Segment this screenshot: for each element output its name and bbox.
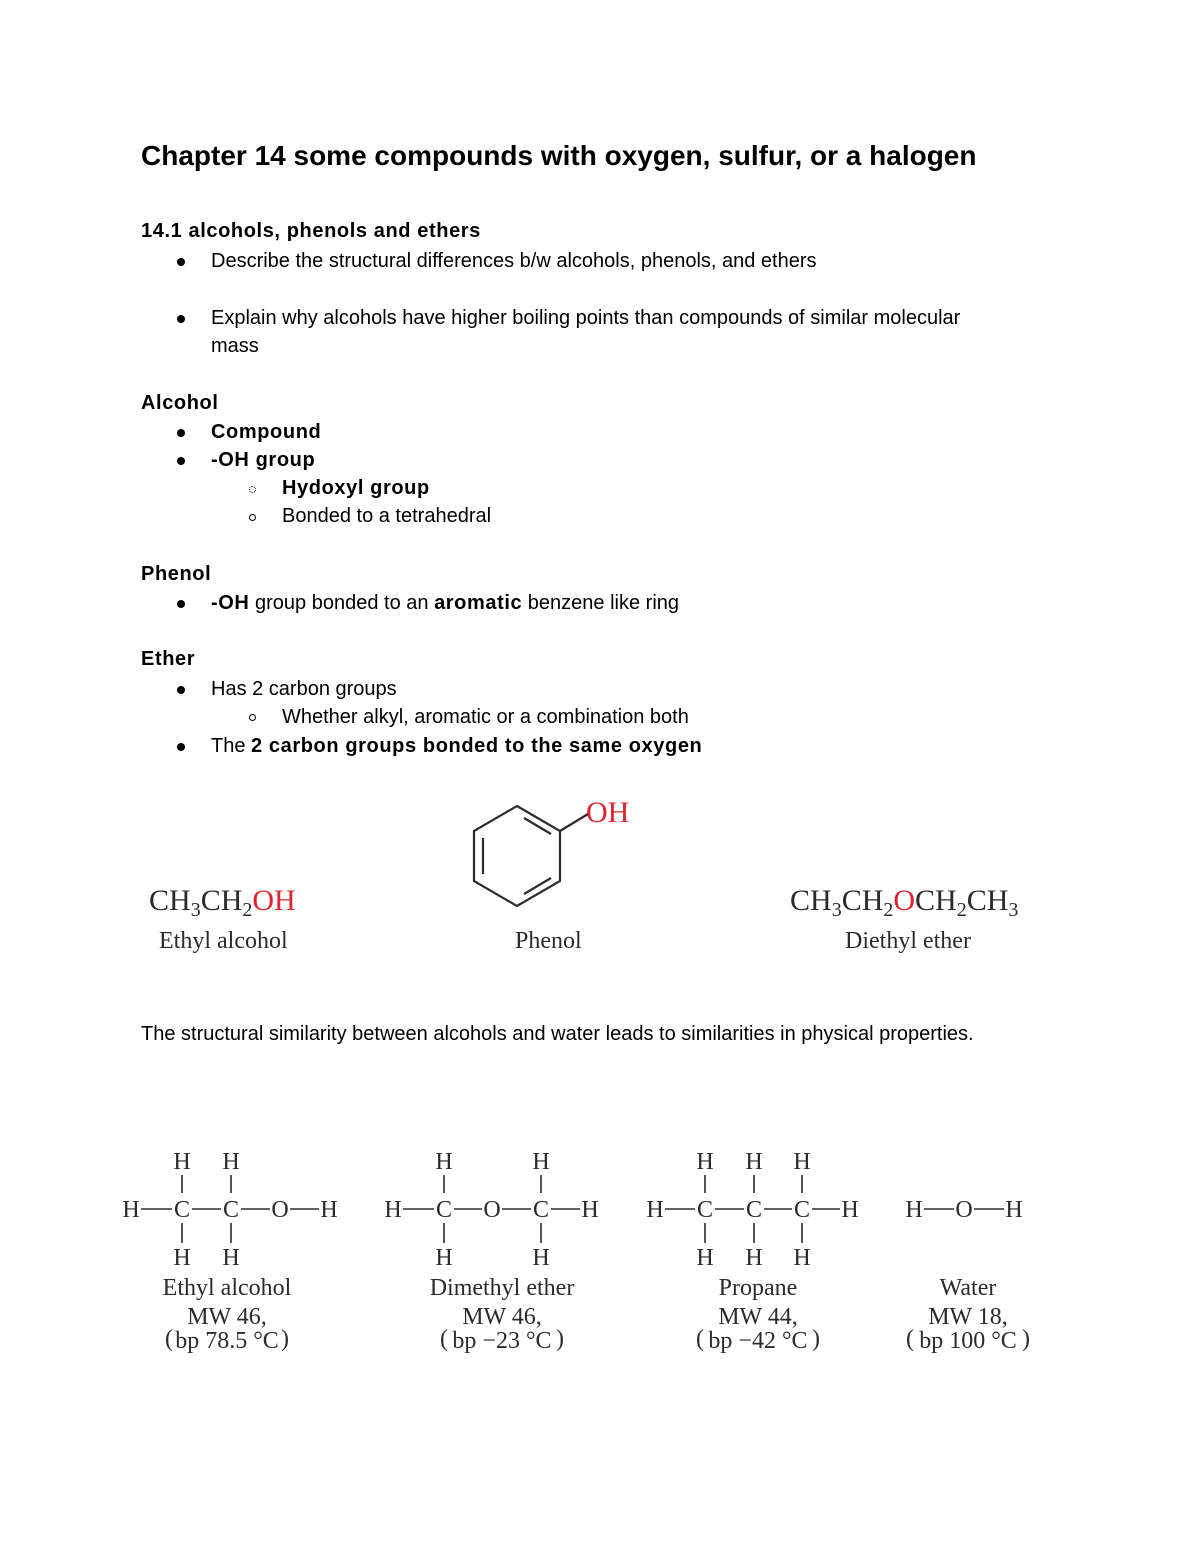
sub-bullet-text: Hydoxyl group <box>282 477 430 499</box>
atom-h: H <box>122 1197 140 1223</box>
atom-h: H <box>320 1197 338 1223</box>
atom-h: H <box>581 1197 599 1223</box>
right-paren: ) <box>556 1326 564 1352</box>
atom-h: H <box>696 1245 714 1271</box>
atom-h: H <box>905 1197 923 1223</box>
atom-h: H <box>696 1149 714 1175</box>
boiling-point: bp −42 °C <box>708 1328 808 1354</box>
bullet-text-continuation: mass <box>211 335 259 357</box>
sub-bullet-text: Whether alkyl, aromatic or a combination both <box>282 706 689 728</box>
ethyl-alcohol-caption: Ethyl alcohol <box>159 928 288 954</box>
bullet-text: Has 2 carbon groups <box>211 678 397 700</box>
atom-c: C <box>793 1197 811 1223</box>
boiling-point: bp 100 °C <box>919 1328 1017 1354</box>
molecular-weight: MW 46, <box>187 1304 267 1330</box>
ethyl-alcohol-formula: $CH_3CH_2OH$ <box>149 884 296 921</box>
atom-h: H <box>173 1245 191 1271</box>
page-title: Chapter 14 some compounds with oxygen, sulfur, or a halogen <box>141 140 977 171</box>
right-paren: ) <box>812 1326 820 1352</box>
section-heading: 14.1 alcohols, phenols and ethers <box>141 220 481 242</box>
atom-h: H <box>384 1197 402 1223</box>
sub-bullet-text: Bonded to a tetrahedral <box>282 505 492 527</box>
bullet-text: Compound <box>211 421 322 443</box>
atom-h: H <box>435 1245 453 1271</box>
molecular-weight: MW 46, <box>462 1304 542 1330</box>
diethyl-ether-caption: Diethyl ether <box>845 928 971 954</box>
atom-c: C <box>532 1197 550 1223</box>
atom-h: H <box>222 1149 240 1175</box>
left-paren: ( <box>165 1326 173 1352</box>
bullet-text: -OH group bonded to an aromatic benzene like ring <box>211 592 680 614</box>
alcohol-heading: Alcohol <box>141 392 219 414</box>
atom-h: H <box>532 1149 550 1175</box>
atom-c: C <box>435 1197 453 1223</box>
structural-formulas <box>122 1149 1030 1354</box>
phenol-heading: Phenol <box>141 563 212 585</box>
atom-o: O <box>955 1197 973 1223</box>
bullet-text: Explain why alcohols have higher boiling points than compounds of similar molecular <box>211 307 961 329</box>
atom-h: H <box>793 1245 811 1271</box>
molecule-name: Dimethyl ether <box>429 1275 575 1301</box>
atom-o: O <box>271 1197 289 1223</box>
atom-h: H <box>435 1149 453 1175</box>
atom-c: C <box>696 1197 714 1223</box>
molecule-name: Propane <box>718 1275 798 1301</box>
ether-heading: Ether <box>141 648 196 670</box>
molecule-name: Ethyl alcohol <box>162 1275 292 1301</box>
atom-h: H <box>222 1245 240 1271</box>
left-paren: ( <box>696 1326 704 1352</box>
atom-h: H <box>793 1149 811 1175</box>
boiling-point: bp 78.5 °C <box>175 1328 279 1354</box>
right-paren: ) <box>1022 1326 1030 1352</box>
left-paren: ( <box>906 1326 914 1352</box>
phenol-caption: Phenol <box>515 928 582 954</box>
body-paragraph: The structural similarity between alcohols and water leads to similarities in physical properties. <box>141 1023 974 1045</box>
atom-h: H <box>173 1149 191 1175</box>
left-paren: ( <box>440 1326 448 1352</box>
atom-o: O <box>483 1197 501 1223</box>
bullet-text: -OH group <box>211 449 316 471</box>
bullet-text: The 2 carbon groups bonded to the same oxygen <box>211 735 703 757</box>
atom-c: C <box>173 1197 191 1223</box>
molecular-weight: MW 18, <box>928 1304 1008 1330</box>
bullet-text: Describe the structural differences b/w alcohols, phenols, and ethers <box>211 250 817 272</box>
phenol-oh-label: OH <box>586 796 630 829</box>
atom-h: H <box>646 1197 664 1223</box>
atom-c: C <box>745 1197 763 1223</box>
atom-c: C <box>222 1197 240 1223</box>
right-paren: ) <box>281 1326 289 1352</box>
atom-h: H <box>1005 1197 1023 1223</box>
atom-h: H <box>532 1245 550 1271</box>
benzene-ring <box>474 806 588 906</box>
atom-h: H <box>745 1149 763 1175</box>
atom-h: H <box>841 1197 859 1223</box>
diethyl-ether-formula: $CH_3CH_2OCH_2CH_3$ <box>790 884 1019 921</box>
atom-h: H <box>745 1245 763 1271</box>
molecular-weight: MW 44, <box>718 1304 798 1330</box>
boiling-point: bp −23 °C <box>452 1328 552 1354</box>
molecule-name: Water <box>939 1275 997 1301</box>
